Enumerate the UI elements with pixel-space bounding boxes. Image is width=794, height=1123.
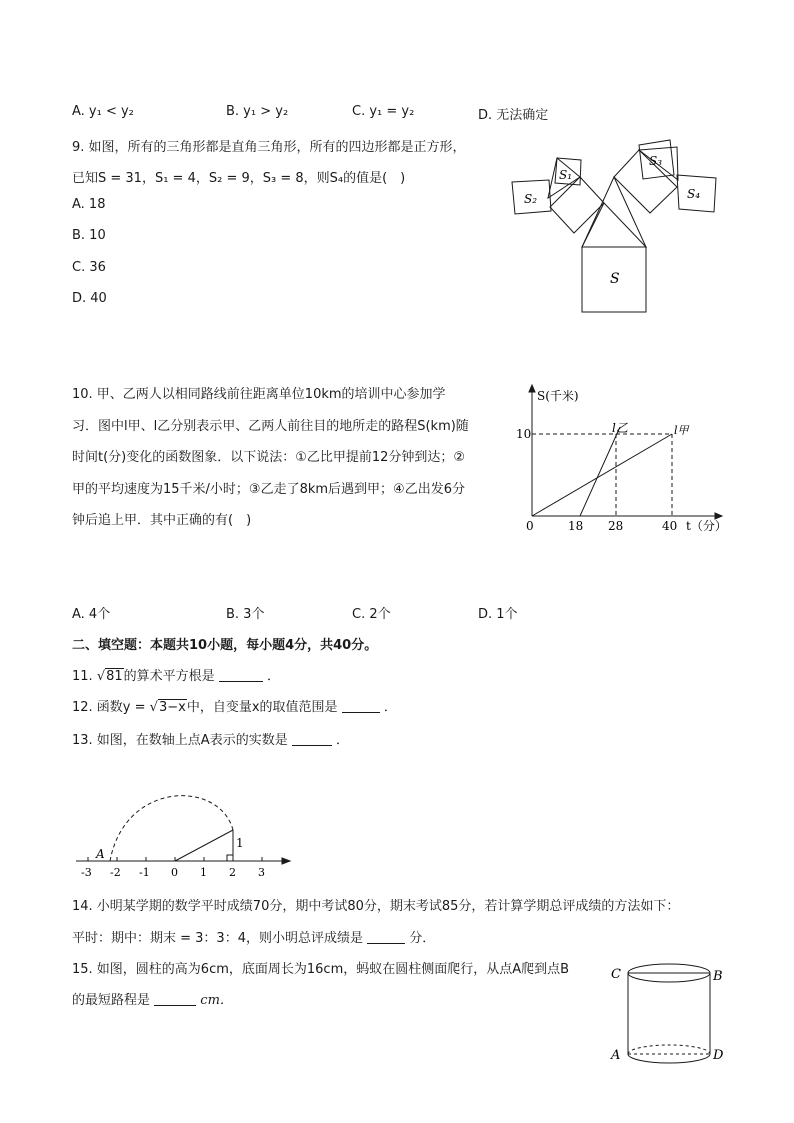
q10-graph bbox=[510, 382, 735, 537]
q12-prefix: 12. 函数y = bbox=[72, 700, 150, 715]
y-axis-arrow bbox=[529, 385, 535, 392]
q11-suffix: 的算术平方根是 bbox=[123, 669, 215, 684]
q10-stem-line2: 习．图中l甲、l乙分别表示甲、乙两人前往目的地所走的路程S(km)随 bbox=[72, 419, 469, 434]
q10-option-d: D. 1个 bbox=[478, 607, 518, 622]
q10-stem-line1: 10. 甲、乙两人以相同路线前往距离单位10km的培训中心参加学 bbox=[72, 387, 446, 402]
sqrt-icon: √ bbox=[96, 669, 106, 684]
q11-prefix: 11. bbox=[72, 669, 97, 684]
q10-stem-line4: 甲的平均速度为15千米/小时；③乙走了8km后遇到甲；④乙出发6分 bbox=[72, 482, 465, 497]
line-yi bbox=[580, 427, 620, 516]
cylinder-bottom-back bbox=[628, 1045, 710, 1054]
cylinder-bottom-front bbox=[628, 1054, 710, 1063]
label-s4: S₄ bbox=[687, 187, 701, 201]
square-right-outer bbox=[614, 150, 677, 213]
tick-label-3: 3 bbox=[258, 866, 265, 879]
y-tick-10: 10 bbox=[516, 427, 532, 441]
x-tick-18: 18 bbox=[568, 519, 584, 533]
dashed-arc bbox=[110, 796, 233, 861]
q15-line2-text: 的最短路程是 bbox=[72, 993, 151, 1008]
q13-text: 13. 如图，在数轴上点A表示的实数是 bbox=[72, 733, 288, 748]
q9-option-b: B. 10 bbox=[72, 228, 106, 243]
q12-end: ． bbox=[383, 700, 397, 715]
tick-label-2: 2 bbox=[229, 866, 236, 879]
x-axis-label: t（分） bbox=[686, 519, 727, 533]
q15-stem-line2 bbox=[72, 989, 233, 1008]
q13-end: ． bbox=[335, 733, 349, 748]
label-s: S bbox=[610, 271, 620, 287]
right-angle-mark bbox=[227, 855, 233, 861]
tick-label-0: 0 bbox=[171, 866, 178, 879]
q15-stem-line1: 15. 如图，圆柱的高为6cm，底面周长为16cm，蚂蚁在圆柱侧面爬行，从点A爬到点B bbox=[72, 962, 570, 977]
q14-stem-line2 bbox=[72, 927, 435, 946]
q13-stem bbox=[72, 729, 349, 748]
q8-option-a: A. y₁ < y₂ bbox=[72, 104, 134, 119]
q9-option-a: A. 18 bbox=[72, 197, 106, 212]
q14-answer-blank[interactable] bbox=[367, 931, 405, 944]
line-jia bbox=[532, 434, 672, 516]
q15-cylinder bbox=[605, 958, 735, 1068]
q9-option-c: C. 36 bbox=[72, 260, 106, 275]
q13-answer-blank[interactable] bbox=[292, 733, 332, 746]
q11-radicand: 81 bbox=[106, 669, 123, 684]
y-axis-label: S(千米) bbox=[537, 389, 579, 403]
sqrt-icon: √ bbox=[149, 700, 158, 715]
number-line-arrow bbox=[282, 858, 290, 864]
label-s3: S₃ bbox=[649, 154, 663, 168]
label-s1: S₁ bbox=[559, 168, 573, 182]
q12-suffix: 中，自变量x的取值范围是 bbox=[186, 700, 338, 715]
q12-stem bbox=[72, 696, 397, 715]
line-jia-label: l甲 bbox=[674, 424, 689, 437]
point-b-label: B bbox=[713, 969, 723, 984]
hypotenuse bbox=[175, 830, 233, 861]
point-a-label: A bbox=[96, 847, 105, 861]
tick-label-neg2: -2 bbox=[110, 866, 121, 879]
point-a-label: A bbox=[611, 1048, 621, 1063]
q11-stem bbox=[72, 665, 280, 684]
q15-answer-blank[interactable] bbox=[154, 993, 196, 1006]
tick-label-neg3: -3 bbox=[81, 866, 92, 879]
tick-label-neg1: -1 bbox=[139, 866, 150, 879]
point-c-label: C bbox=[611, 967, 621, 982]
q10-option-b: B. 3个 bbox=[226, 607, 265, 622]
height-label: 1 bbox=[236, 836, 244, 850]
tick-label-1: 1 bbox=[200, 866, 207, 879]
x-tick-28: 28 bbox=[608, 519, 624, 533]
q12-answer-blank[interactable] bbox=[342, 700, 380, 713]
q11-end: ． bbox=[266, 669, 280, 684]
q12-radicand: 3−x bbox=[158, 700, 186, 715]
section-heading-fill-in: 二、填空题：本题共10小题，每小题4分，共40分。 bbox=[72, 638, 378, 653]
q9-figure-squares bbox=[505, 135, 730, 320]
line-yi-label: l乙 bbox=[612, 421, 628, 435]
q9-option-d: D. 40 bbox=[72, 291, 107, 306]
q14-stem-line1: 14. 小明某学期的数学平时成绩70分，期中考试80分，期末考试85分，若计算学期总评成绩的方法如下： bbox=[72, 899, 680, 914]
q10-option-a: A. 4个 bbox=[72, 607, 111, 622]
square-left-outer bbox=[550, 177, 604, 233]
q8-option-b: B. y₁ > y₂ bbox=[226, 104, 289, 119]
q15-unit: cm． bbox=[200, 993, 233, 1008]
x-tick-40: 40 bbox=[662, 519, 678, 533]
q11-answer-blank[interactable] bbox=[219, 669, 263, 682]
q9-stem-line2: 已知S = 31，S₁ = 4，S₂ = 9，S₃ = 8，则S₄的值是( ) bbox=[72, 171, 406, 186]
point-d-label: D bbox=[713, 1048, 724, 1063]
q10-option-c: C. 2个 bbox=[352, 607, 391, 622]
q14-line2-text: 平时：期中：期末 = 3：3：4，则小明总评成绩是 bbox=[72, 931, 363, 946]
q9-stem-line1: 9. 如图，所有的三角形都是直角三角形，所有的四边形都是正方形， bbox=[72, 140, 466, 155]
q10-stem-line3: 时间t(分)变化的函数图象．以下说法：①乙比甲提前12分钟到达；② bbox=[72, 450, 466, 465]
q10-stem-line5: 钟后追上甲．其中正确的有( ) bbox=[72, 513, 252, 528]
origin-label: 0 bbox=[526, 519, 534, 533]
q14-end: 分． bbox=[409, 931, 436, 946]
label-s2: S₂ bbox=[524, 192, 538, 206]
q13-number-line bbox=[70, 790, 300, 880]
q8-option-c: C. y₁ = y₂ bbox=[352, 104, 415, 119]
q8-option-d: D. 无法确定 bbox=[478, 108, 549, 123]
